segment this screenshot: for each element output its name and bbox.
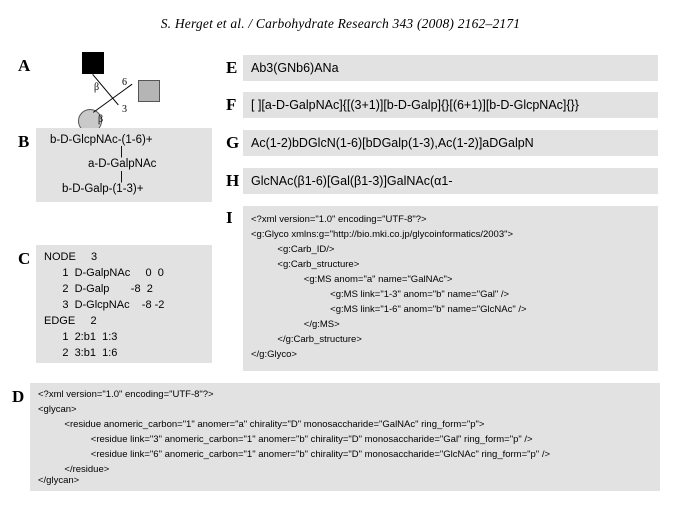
panel-b-line-3: a-D-GalpNAc <box>88 158 157 170</box>
panel-h-text: GlcNAc(β1-6)[Gal(β1-3)]GalNAc(α1- <box>251 174 453 188</box>
panel-d-box <box>30 383 660 491</box>
panel-letter-f: F <box>226 95 237 114</box>
panel-i-line-9: </g:Carb_structure> <box>251 334 362 345</box>
panel-i-line-6: <g:MS link="1-3" anom="b" name="Gal" /> <box>251 289 510 300</box>
panel-letter-i: I <box>226 208 233 227</box>
panel-c-box <box>36 245 212 363</box>
panel-i-line-5: <g:MS anom="a" name="GalNAc"> <box>251 274 453 285</box>
panel-d-line-4: <residue link="3" anomeric_carbon="1" anomer="b" chirality="D" monosaccharide="Gal" ring_form="p" /> <box>38 434 533 445</box>
glycan-cartoon <box>60 52 210 140</box>
panel-i-line-3: <g:Carb_ID/> <box>251 244 335 255</box>
panel-e-box <box>243 55 658 81</box>
panel-h-box <box>243 168 658 194</box>
panel-i-box <box>243 206 658 371</box>
panel-d-line-6: </residue> <box>38 464 110 475</box>
panel-letter-c: C <box>18 249 31 268</box>
panel-letter-a: A <box>18 56 31 75</box>
panel-i-line-10: </g:Glyco> <box>251 349 297 360</box>
panel-letter-g: G <box>226 133 240 152</box>
panel-i-line-8: </g:MS> <box>251 319 340 330</box>
panel-b-line-4: | <box>120 171 123 183</box>
panel-d-line-3: <residue anomeric_carbon="1" anomer="a" chirality="D" monosaccharide="GalNAc" ring_form="p"> <box>38 419 485 430</box>
panel-i-line-1: <?xml version="1.0" encoding="UTF-8"?> <box>251 214 427 225</box>
running-head: S. Herget et al. / Carbohydrate Research 343 (2008) 2162–2171 <box>160 16 521 31</box>
label-beta-lower: β <box>98 114 104 125</box>
panel-c-line-7: 2 3:b1 1:6 <box>44 347 118 359</box>
label-beta-upper: β <box>94 82 100 93</box>
panel-letter-d: D <box>12 387 25 406</box>
panel-e-text: Ab3(GNb6)ANa <box>251 61 339 75</box>
panel-b-line-5: b-D-Galp-(1-3)+ <box>62 183 144 195</box>
label-six: 6 <box>122 77 127 88</box>
panel-letter-e: E <box>226 58 238 77</box>
panel-f-box <box>243 92 658 118</box>
panel-g-text: Ac(1-2)bDGlcN(1-6)[bDGalp(1-3),Ac(1-2)]aDGalpN <box>251 136 534 150</box>
panel-i-line-2: <g:Glyco xmlns:g="http://bio.mki.co.jp/glycoinformatics/2003"> <box>251 229 514 240</box>
panel-d-line-5: <residue link="6" anomeric_carbon="1" anomer="b" chirality="D" monosaccharide="GlcNAc" ring_form="p" /> <box>38 449 551 460</box>
panel-b-box <box>36 128 212 202</box>
label-three: 3 <box>122 104 127 115</box>
panel-i-line-7: <g:MS link="1-6" anom="b" name="GlcNAc" /> <box>251 304 527 315</box>
panel-d-line-2: <glycan> <box>38 404 77 415</box>
filled-square-glcnac-icon <box>82 52 104 74</box>
gray-square-galnac-icon <box>138 80 160 102</box>
panel-i-line-4: <g:Carb_structure> <box>251 259 360 270</box>
panel-letter-h: H <box>226 171 240 190</box>
panel-c-line-6: 1 2:b1 1:3 <box>44 331 118 343</box>
panel-f-text: [ ][a-D-GalpNAc]{[(3+1)][b-D-Galp]{}[(6+1)][b-D-GlcpNAc]{}} <box>251 98 579 112</box>
panel-c-line-3: 2 D-Galp -8 2 <box>44 283 153 295</box>
panel-b-line-2: | <box>120 146 123 158</box>
panel-g-box <box>243 130 658 156</box>
panel-c-line-5: EDGE 2 <box>44 315 97 327</box>
panel-b-line-1: b-D-GlcpNAc-(1-6)+ <box>50 134 153 146</box>
panel-c-line-2: 1 D-GalpNAc 0 0 <box>44 267 164 279</box>
panel-c-line-4: 3 D-GlcpNAc -8 -2 <box>44 299 165 311</box>
panel-c-line-1: NODE 3 <box>44 251 98 263</box>
panel-d-line-1: <?xml version="1.0" encoding="UTF-8"?> <box>38 389 214 400</box>
panel-d-line-7: </glycan> <box>38 475 80 486</box>
panel-letter-b: B <box>18 132 30 151</box>
